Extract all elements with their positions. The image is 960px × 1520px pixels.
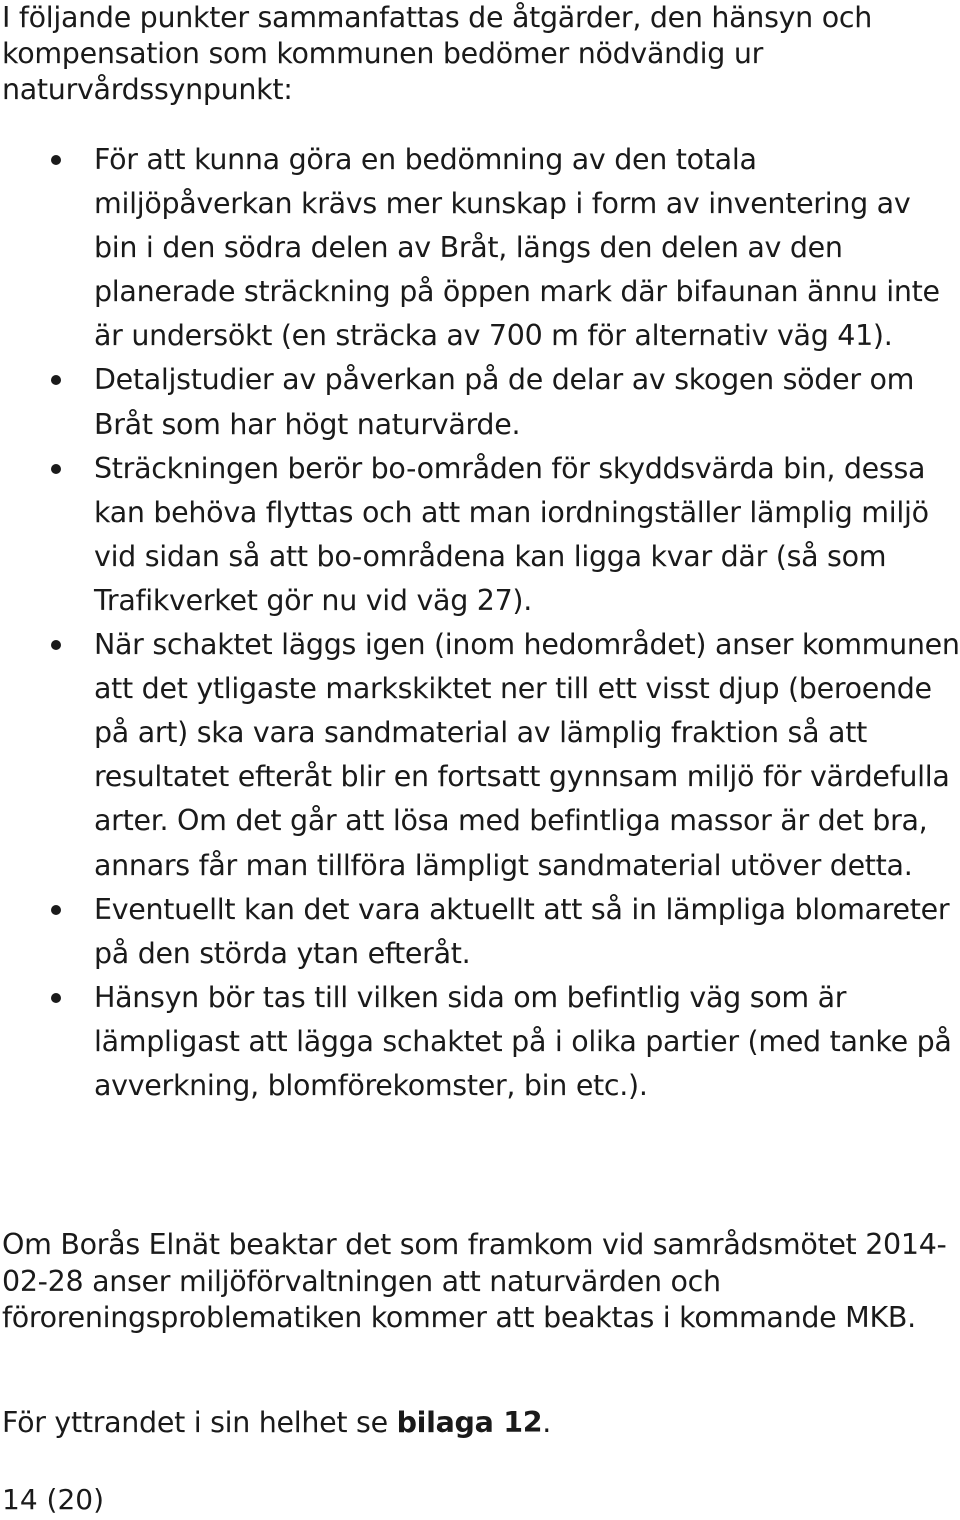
list-item-text: Eventuellt kan det vara aktuellt att så in lämpliga blomareter på den störda ytan efteråt.: [94, 892, 950, 970]
closing-paragraph: Om Borås Elnät beaktar det som framkom vid samrådsmötet 2014-02-28 anser miljöförvaltningen att naturvärden och föroreningsproblematiken kommer att beaktas i kommande MKB.: [2, 1228, 947, 1334]
intro-paragraph: I följande punkter sammanfattas de åtgärder, den hänsyn och kompensation som kommunen bedömer nödvändig ur naturvårdssynpunkt:: [2, 1, 872, 106]
reference-text: För yttrandet i sin helhet se: [2, 1406, 397, 1439]
list-item: [0, 447, 960, 623]
bullet-icon: [51, 993, 61, 1003]
list-item-text: När schaktet läggs igen (inom hedområdet) anser kommunen att det ytligaste markskiktet ner till ett visst djup (beroende på art) ska vara sandmaterial av lämplig fraktion så att resultatet efteråt blir en fortsatt gynnsam miljö för värdefulla arter. Om det går att lösa med befintliga massor är det bra, annars får man tillföra lämpligt sandmaterial utöver detta.: [94, 628, 960, 882]
bullet-icon: [51, 464, 61, 474]
list-item-text: Hänsyn bör tas till vilken sida om befintlig väg som är lämpligast att lägga schaktet på i olika partier (med tanke på avverkning, blomförekomster, bin etc.).: [94, 980, 952, 1102]
list-item-text: För att kunna göra en bedömning av den totala miljöpåverkan krävs mer kunskap i form av inventering av bin i den södra delen av Bråt, längs den delen av den planerade sträckning på öppen mark där bifaunan ännu inte är undersökt (en sträcka av 700 m för alternativ väg 41).: [94, 143, 940, 353]
list-item: [0, 976, 960, 1108]
list-item-text: Sträckningen berör bo-områden för skyddsvärda bin, dessa kan behöva flyttas och att man iordningställer lämplig miljö vid sidan så att bo-områdena kan ligga kvar där (så som Trafikverket gör nu vid väg 27).: [94, 451, 929, 617]
list-item: [0, 138, 960, 358]
bullet-icon: [51, 905, 61, 915]
bullet-icon: [51, 640, 61, 650]
list-item-text: Detaljstudier av påverkan på de delar av skogen söder om Bråt som har högt naturvärde.: [94, 363, 915, 441]
list-item: [0, 623, 960, 888]
reference-end: .: [542, 1406, 552, 1439]
bullet-icon: [51, 375, 61, 385]
bullet-icon: [51, 155, 61, 165]
page-number: 14 (20): [2, 1483, 105, 1516]
list-item: [0, 888, 960, 976]
list-item: [0, 358, 960, 446]
appendix-reference: bilaga 12: [396, 1406, 543, 1439]
measures-list: [0, 138, 960, 1108]
reference-paragraph: [2, 1404, 957, 1442]
